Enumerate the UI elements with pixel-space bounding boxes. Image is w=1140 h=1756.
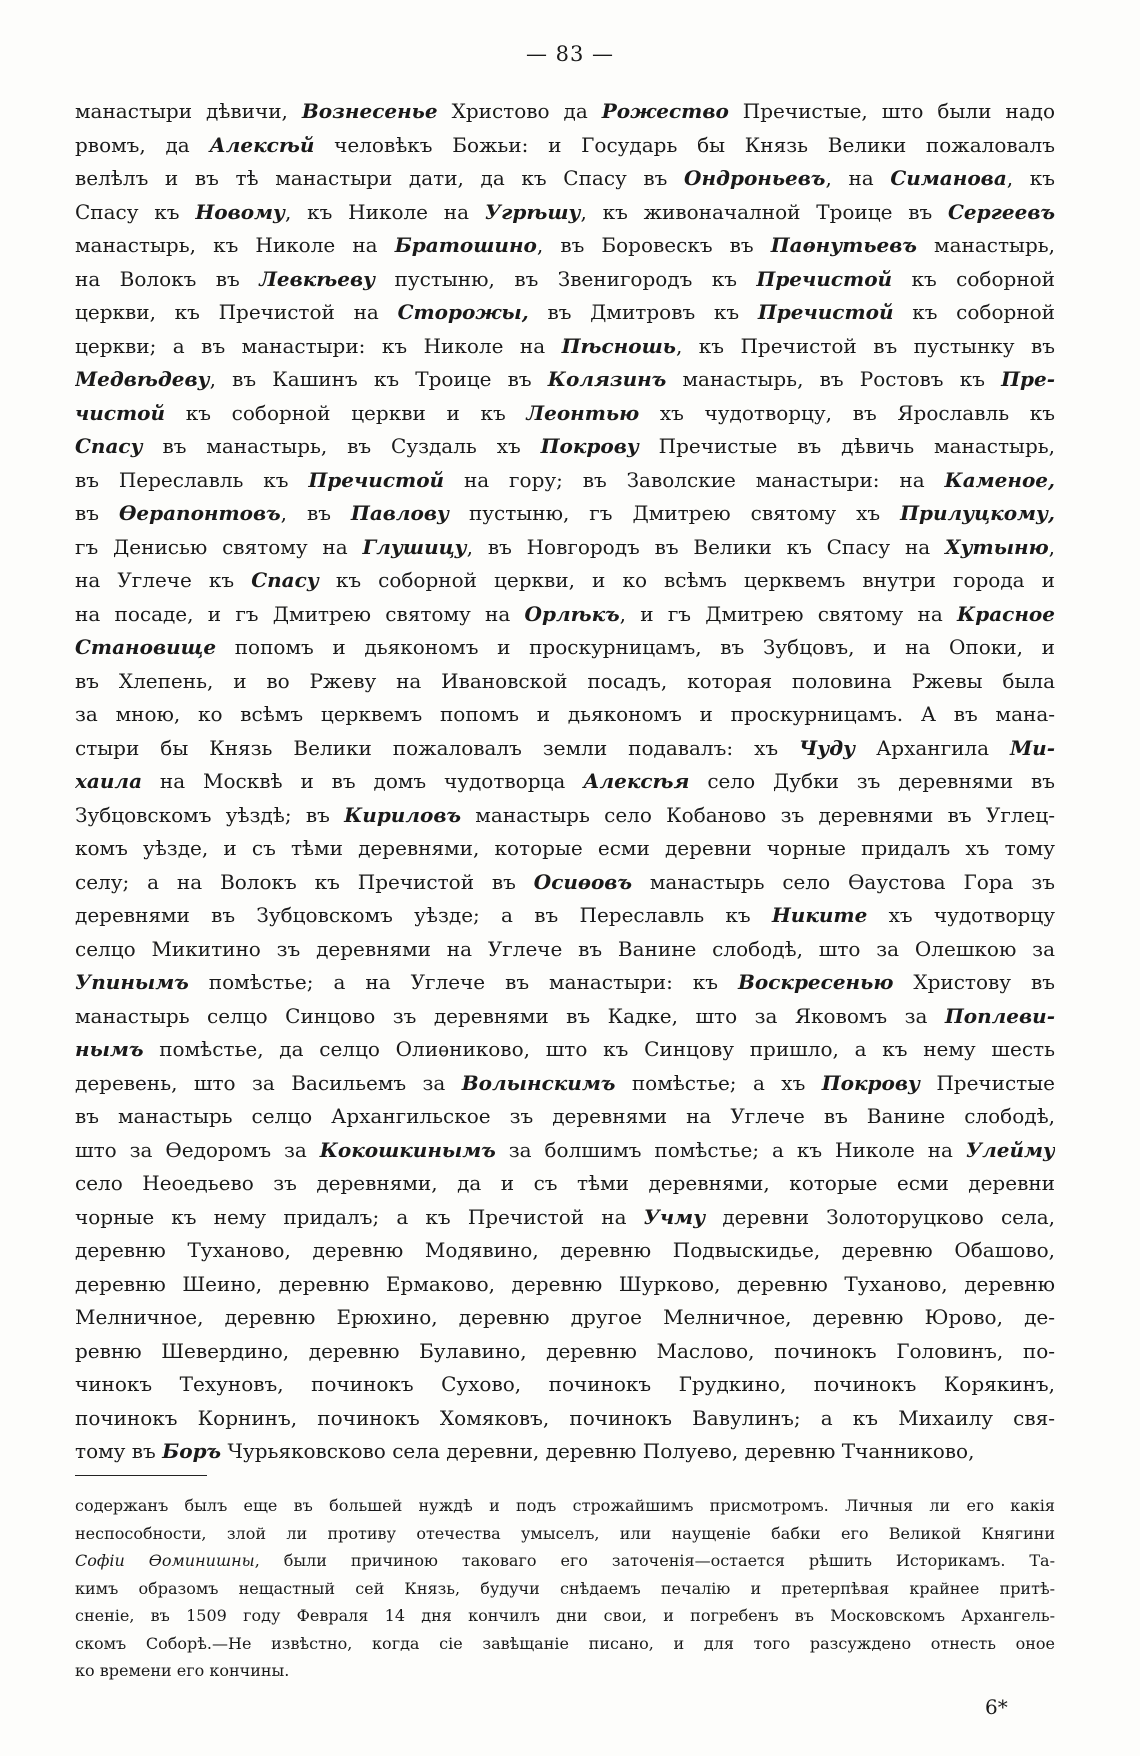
text-run: , и гъ Дмитрею святому на [619,601,958,626]
text-run: Чурьяковсково села деревни, деревню Полуево, деревню Тчанниково, [221,1439,975,1463]
italic-name: Рожество [601,99,729,123]
text-run: починокъ Корнинъ, починокъ Хомяковъ, починокъ Вавулинъ; а къ Михаилу свя- [75,1405,1055,1430]
text-run: комъ уѣзде, и съ тѣми деревнями, которые есми деревни чорные придалъ хъ тому [75,836,1055,860]
text-line [75,1067,1055,1101]
text-line [75,564,1055,598]
text-line [75,129,1055,163]
italic-name: Поплеви- [944,1003,1055,1028]
text-run: гъ Денисью святому на [75,534,363,559]
italic-name: Сергеевъ [948,199,1055,224]
text-run: село Дубки зъ деревнями въ [689,769,1055,793]
text-run: въ Переславль къ [75,467,309,492]
text-run: , въ [280,501,351,525]
text-line [75,966,1055,1000]
text-run: ревню Шевердино, деревню Булавино, деревню Маслово, починокъ Головинъ, по- [75,1338,1055,1363]
text-line [75,397,1055,431]
text-run: Зубцовскомъ уѣздѣ; въ [75,802,345,827]
text-run: кимъ образомъ нещастный сей Князь, будучи снѣдаемъ печалію и претерпѣвая крайнее притѣ- [75,1578,1055,1598]
text-line [75,698,1055,732]
text-run: на Углече къ [75,568,252,592]
text-run: деревень, што за Васильемъ за [75,1070,462,1095]
italic-name: нымъ [75,1037,144,1061]
text-run: селу; а на Волокъ къ Пречистой въ [75,869,534,894]
text-run: , въ Кашинъ къ Троице въ [209,367,548,391]
italic-name: Павлову [350,501,449,525]
text-run: Пречистые [919,1070,1055,1095]
italic-name: Упинымъ [75,970,189,994]
italic-name: Симанова [890,166,1007,190]
text-line [75,765,1055,799]
text-line [75,229,1055,263]
italic-name: Спасу [251,568,319,592]
text-run: стыри бы Князь Велики пожаловалъ земли подавалъ: хъ [75,735,800,760]
italic-name: Становище [75,635,217,659]
footnote [75,1492,1055,1685]
italic-name: Спасу [75,434,143,458]
text-run: манастырь, къ Николе на [75,233,395,257]
text-run: , къ Николе на [285,199,485,224]
text-run: Христово да [437,99,602,123]
text-run: помѣстье; а на Углече въ манастыри: къ [188,970,738,994]
main-text [75,95,1055,1469]
text-run: человѣкъ Божьи: и Государь бы Князь Велики пожаловалъ [314,132,1055,157]
text-line [75,866,1055,900]
text-run: манастырь село Ѳаустова Гора зъ [631,869,1055,894]
italic-name: Колязинъ [547,367,667,391]
text-run: чорные къ нему придалъ; а къ Пречистой на [75,1204,644,1229]
text-line [75,330,1055,364]
italic-name: Угрѣшу [484,199,581,224]
italic-name: Новому [195,199,286,224]
text-run: чинокъ Техуновъ, починокъ Сухово, починокъ Грудкино, починокъ Корякинъ, [75,1372,1055,1396]
text-run: содержанъ былъ еще въ большей нуждѣ и подъ строжайшимъ присмотромъ. Личныя ли его какія [75,1496,1055,1515]
text-line [75,899,1055,933]
text-run: , къ [1006,166,1055,190]
italic-name: Вознесенье [301,99,438,123]
italic-name: Ѳерапонтовъ [118,501,281,525]
signature-mark: 6* [985,1695,1008,1719]
text-line [75,732,1055,766]
text-run: Архангила [855,735,1011,760]
text-run: , были причиною таковаго его заточенія—остается рѣшить Историкамъ. Та- [254,1551,1055,1570]
text-run: ко времени его кончины. [75,1661,290,1680]
italic-name: Братошино [394,233,537,257]
text-run: къ соборной [893,300,1055,324]
italic-name: Покрову [821,1070,920,1095]
text-run: въ Дмитровъ къ [528,300,758,324]
text-run: Спасу къ [75,199,196,224]
text-run: , въ Новгородъ въ Велики къ Спасу на [466,534,946,559]
text-run: манастырь, въ Ростовъ къ [666,367,1002,391]
text-run: манастырь селцо Синцово зъ деревнями въ Кадке, што за Яковомъ за [75,1003,945,1028]
italic-name: Пре- [1001,367,1055,391]
text-run: скомъ Соборѣ.—Не извѣстно, когда сіе завѣщаніе писано, и для того разсуждено отнесть оное [75,1633,1055,1653]
text-line [75,430,1055,464]
text-run: , къ Пречистой въ пустынку въ [675,333,1055,358]
italic-name: Красное [957,601,1055,626]
text-run: церкви, къ Пречистой на [75,300,398,324]
text-run: деревню Шеино, деревню Ермаково, деревню Шурково, деревню Туханово, деревню [75,1271,1055,1296]
italic-name: Кириловъ [344,802,461,827]
text-run: къ соборной церкви и къ [165,400,527,425]
italic-name: Волынскимъ [461,1070,616,1095]
italic-name: Кокошкинымъ [319,1137,496,1162]
text-run: въ манастырь, въ Суздаль хъ [142,434,541,458]
italic-name: Левкѣеву [259,266,376,291]
text-run: въ манастырь селцо Архангильское зъ деревнями на Углече въ Ванине слободѣ, [75,1104,1055,1128]
text-run: помѣстье; а хъ [615,1070,822,1095]
text-line [75,263,1055,297]
italic-name: чистой [75,400,166,425]
italic-name: Леонтью [526,400,640,425]
italic-name: Боръ [162,1439,222,1463]
text-run: помѣстье, да селцо Олиѳниково, што къ Синцову пришло, а къ нему шесть [143,1037,1055,1061]
text-line [75,1201,1055,1235]
text-run: Мелничное, деревню Ерюхино, деревню другое Мелничное, деревню Юрово, де- [75,1305,1055,1329]
text-run: на гору; въ Заволские манастыри: на [444,467,945,492]
text-line [75,497,1055,531]
footnote-line [75,1602,1055,1630]
text-run: неспособности, злой ли противу отечества умыселъ, или наущеніе бабки его Великой Княгини [75,1523,1055,1543]
text-line [75,598,1055,632]
text-line [75,832,1055,866]
footnote-line [75,1547,1055,1575]
text-run: пустыню, гъ Дмитрею святому хъ [449,501,901,525]
italic-name: Пречистой [308,467,445,492]
italic-name: Алексѣй [209,132,315,157]
text-run: въ Хлепень, и во Ржеву на Ивановской посадъ, которая половина Ржевы была [75,668,1055,693]
text-run: церкви; а въ манастыри: къ Николе на [75,333,562,358]
italic-name: Медвѣдеву [75,367,210,391]
text-run: манастыри дѣвичи, [75,99,302,123]
italic-name: Улейму [965,1137,1055,1162]
italic-name: Ми- [1010,735,1055,760]
text-line [75,95,1055,129]
italic-name: Никите [771,903,868,927]
text-run: селцо Микитино зъ деревнями на Углече въ Ванине слободѣ, што за Олешкою за [75,936,1055,961]
text-line [75,1134,1055,1168]
italic-name: Пречистой [757,300,894,324]
text-line [75,1167,1055,1201]
italic-name: Глушицу [362,534,467,559]
text-run: манастырь село Кобаново зъ деревнями въ Углец- [461,802,1055,827]
text-line [75,531,1055,565]
text-line [75,665,1055,699]
text-run: , къ живоначалной Троице въ [580,199,948,224]
italic-name: Прилуцкому, [900,501,1055,525]
text-run: Пречистые въ дѣвичь манастырь, [638,434,1055,458]
footnote-line [75,1630,1055,1658]
text-run: велѣлъ и въ тѣ манастыри дати, да къ Спасу въ [75,166,685,190]
text-run: пустыню, въ Звенигородъ къ [375,266,757,291]
italic-name: Воскресенью [737,970,894,994]
footnote-line [75,1520,1055,1548]
italic-name: Паѳнутьевъ [770,233,917,257]
text-line [75,1402,1055,1436]
italic-name: Орлѣкъ [524,601,620,626]
text-line [75,464,1055,498]
italic-name: Сторожы, [397,300,529,324]
text-line [75,1268,1055,1302]
text-line [75,363,1055,397]
text-run: рвомъ, да [75,132,210,157]
text-run: попомъ и дьякономъ и проскурницамъ, въ Зубцовъ, и на Опоки, и [216,635,1055,659]
text-line [75,1368,1055,1402]
text-run: за мною, ко всѣмъ церквемъ попомъ и дьякономъ и проскурницамъ. А въ мана- [75,702,1055,726]
text-line [75,296,1055,330]
text-line [75,1234,1055,1268]
text-line [75,1000,1055,1034]
text-run: што за Ѳедоромъ за [75,1137,320,1162]
text-run: на Москвѣ и въ домъ чудотворца [142,769,584,793]
text-line [75,196,1055,230]
italic-name: хаила [75,769,143,793]
text-line [75,631,1055,665]
text-run: , въ Боровескъ въ [536,233,771,257]
text-line [75,1435,1055,1469]
italic-name: Софіи Ѳоминишны [75,1551,255,1570]
footnote-line [75,1492,1055,1520]
italic-name: Пречистой [756,266,893,291]
text-run: , на [825,166,891,190]
text-run: за болшимъ помѣстье; а къ Николе на [495,1137,966,1162]
text-run: деревнями въ Зубцовскомъ уѣзде; а въ Переславль къ [75,903,772,927]
footnote-divider [75,1475,207,1476]
italic-name: Ондроньевъ [684,166,826,190]
text-run: манастырь, [916,233,1055,257]
text-run: на посаде, и гъ Дмитрею святому на [75,601,525,626]
text-run: на Волокъ въ [75,266,260,291]
text-run: Христову въ [893,970,1055,994]
text-run: сненіе, въ 1509 году Февраля 14 дня кончилъ дни свои, и погребенъ въ Московскомъ Архангель- [75,1606,1055,1625]
italic-name: Алексѣя [583,769,690,793]
text-line [75,933,1055,967]
italic-name: Осиѳовъ [533,869,632,894]
page-number: — 83 — [525,42,615,66]
text-line [75,1033,1055,1067]
text-run: хъ чудотворцу, въ Ярославль къ [639,400,1055,425]
italic-name: Пѣсношь [561,333,676,358]
italic-name: Учму [643,1204,706,1229]
text-run: Пречистые, што были надо [728,99,1055,123]
italic-name: Каменое, [944,467,1055,492]
text-run: къ соборной [892,266,1055,291]
italic-name: Чуду [799,735,856,760]
text-run: хъ чудотворцу [867,903,1055,927]
text-run: къ соборной церкви, и ко всѣмъ церквемъ внутри города и [318,568,1055,592]
text-run: деревню Туханово, деревню Модявино, деревню Подвыскидье, деревню Обашово, [75,1238,1055,1262]
italic-name: Покрову [540,434,639,458]
text-run: деревни Золоторуцково села, [705,1204,1055,1229]
text-run: село Неоедьево зъ деревнями, да и съ тѣми деревнями, которые есми деревни [75,1171,1055,1195]
text-line [75,1335,1055,1369]
text-line [75,1301,1055,1335]
italic-name: Хутыню [945,534,1049,559]
footnote-line [75,1657,1055,1685]
text-run: тому въ [75,1439,163,1463]
text-line [75,799,1055,833]
footnote-line [75,1575,1055,1603]
text-line [75,162,1055,196]
text-line [75,1100,1055,1134]
text-run: , [1048,534,1055,559]
text-run: въ [75,501,119,525]
